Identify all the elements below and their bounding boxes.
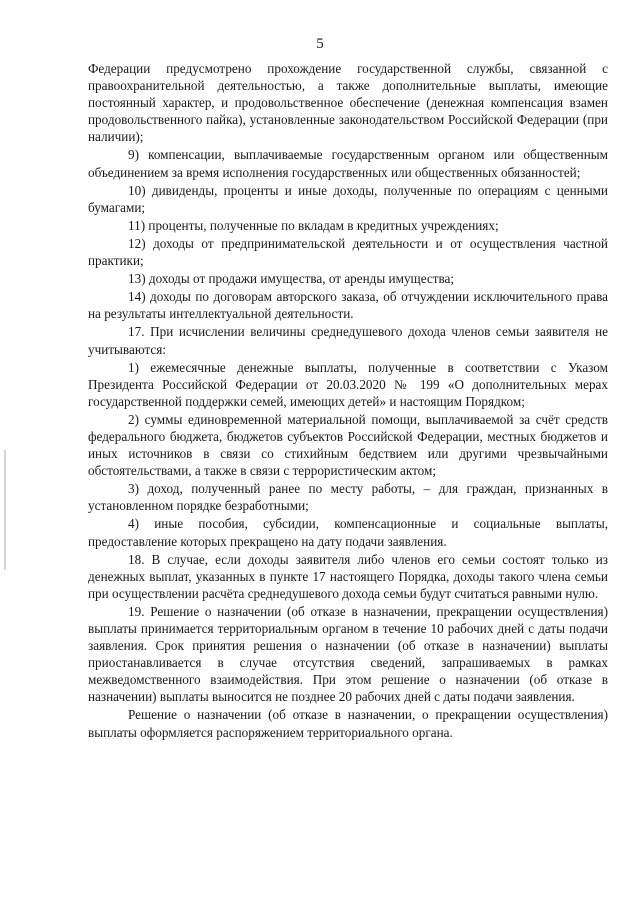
- list-item-12: 12) доходы от предпринимательской деятельности и от осуществления частной практики;: [88, 235, 608, 269]
- page-body: [88, 60, 608, 741]
- section-17-item-4: 4) иные пособия, субсидии, компенсационные и социальные выплаты, предоставление которых прекращено на дату подачи заявления.: [88, 516, 608, 549]
- list-item-9: 9) компенсации, выплачиваемые государственным органом или общественным объединением за время исполнения государственных или общественных обязанностей;: [88, 147, 608, 180]
- section-19-decision: Решение о назначении (об отказе в назначении, о прекращении осуществления) выплаты оформляется распоряжением территориального органа.: [88, 707, 608, 740]
- page-number: 5: [316, 36, 324, 52]
- scan-edge-mark: [4, 450, 6, 570]
- section-17-item-3: 3) доход, полученный ранее по месту работы, – для граждан, признанных в установленном порядке безработными;: [88, 481, 608, 514]
- list-item-11: 11) проценты, полученные по вкладам в кредитных учреждениях;: [128, 217, 499, 233]
- section-19: 19. Решение о назначении (об отказе в назначении, прекращении осуществления) выплаты принимается территориальным органом в течение 10 рабочих дней с даты подачи заявления. Срок принятия решения о назначении (об отказе в назначении) выплаты приостанавливается в случае отсутствия сведений, запрашиваемых в рамках межведомственного взаимодействия. При этом решение о назначении (об отказе в назначении) выплаты выносится не позднее 20 рабочих дней с даты подачи заявления.: [88, 603, 608, 705]
- section-18: 18. В случае, если доходы заявителя либо членов его семьи состоят только из денежных выплат, указанных в пункте 17 настоящего Порядка, доходы такого члена семьи при осуществлении расчёта среднедушевого дохода семьи будут считаться равными нулю.: [88, 551, 608, 601]
- list-item-14: 14) доходы по договорам авторского заказа, об отчуждении исключительного права на результаты интеллектуальной деятельности.: [88, 289, 608, 322]
- section-17-item-1: 1) ежемесячные денежные выплаты, полученные в соответствии с Указом Президента Российской Федерации от 20.03.2020 № 199 «О дополнительных мерах государственной поддержки семей, имеющих детей» и настоящим Порядком;: [88, 359, 608, 409]
- section-17-heading: 17. При исчислении величины среднедушевого дохода членов семьи заявителя не учитываются:: [88, 324, 608, 357]
- section-17-item-2: 2) суммы единовременной материальной помощи, выплачиваемой за счёт средств федерального бюджета, бюджетов субъектов Российской Федерации, местных бюджетов и иных источников в связи со стихийным бедствием или другими чрезвычайными обстоятельствами, а также в связи с террористическим актом;: [88, 411, 608, 479]
- list-item-13: 13) доходы от продажи имущества, от аренды имущества;: [128, 271, 455, 287]
- paragraph-continuation: Федерации предусмотрено прохождение государственной службы, связанной с правоохранительной деятельностью, а также дополнительные выплаты, имеющие постоянный характер, и продовольственное обеспечение (денежная компенсация взамен продовольственного пайка), установленные законодательством Российской Федерации (при наличии);: [88, 61, 608, 145]
- list-item-10: 10) дивиденды, проценты и иные доходы, полученные по операциям с ценными бумагами;: [88, 182, 608, 215]
